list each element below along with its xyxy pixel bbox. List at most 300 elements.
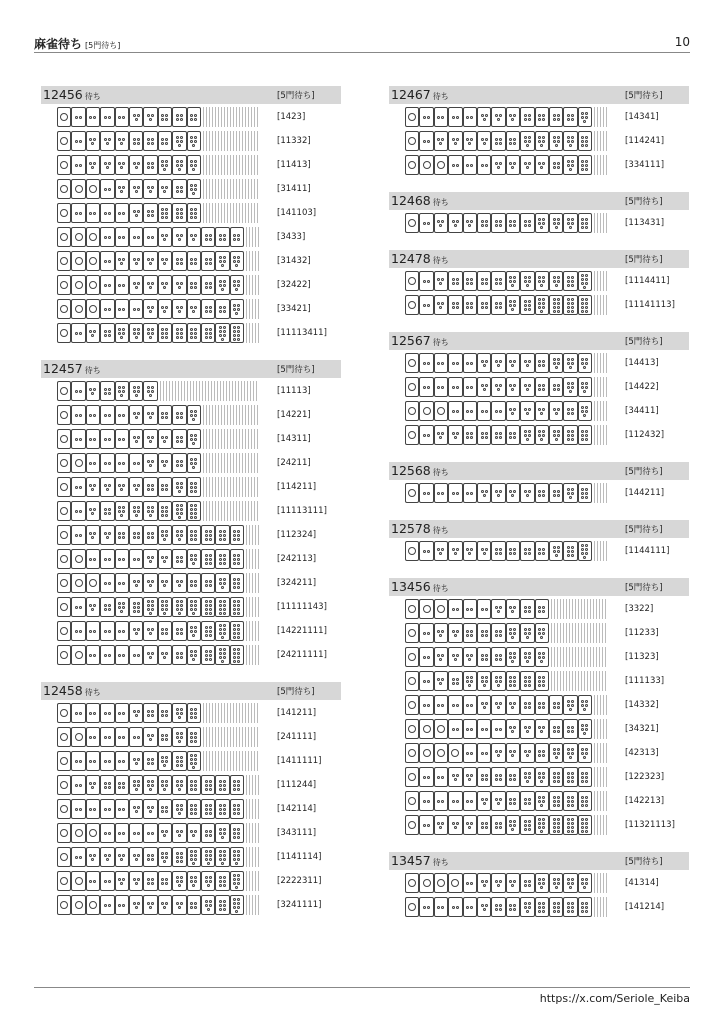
pin-dot	[553, 114, 556, 117]
pin-dot	[219, 788, 222, 791]
hand-row	[41, 405, 341, 426]
pin-tile-4	[143, 751, 157, 771]
pin-dot	[528, 610, 531, 613]
pin-dot	[108, 334, 111, 337]
pin-tile-6	[578, 791, 592, 811]
pin-dot	[235, 288, 238, 291]
pin-dot	[219, 876, 222, 879]
pin-dot	[553, 298, 556, 301]
pin-dot	[147, 710, 150, 713]
pin-tile-5	[563, 483, 577, 503]
pin-dot	[452, 800, 455, 803]
pin-dot	[427, 680, 430, 683]
pin-dot	[151, 758, 154, 761]
tile-strip	[57, 179, 259, 200]
pin-dot	[237, 554, 240, 557]
pin-dot	[147, 734, 150, 737]
pin-dot	[571, 752, 574, 755]
pin-dot	[147, 882, 150, 885]
pin-dot	[205, 880, 208, 883]
pin-dot	[147, 858, 150, 861]
pin-dot	[509, 408, 512, 411]
pin-dot	[513, 778, 516, 781]
pin-dot	[528, 680, 531, 683]
pin-dot	[542, 162, 545, 165]
pin-tile-4	[143, 703, 157, 723]
pin-dot	[190, 516, 193, 519]
pin-dot	[190, 554, 193, 557]
pin-dot	[219, 582, 222, 585]
section-number: 12467	[391, 87, 431, 102]
pin-dot	[133, 114, 136, 117]
pin-dot	[233, 636, 236, 639]
pin-tile-2	[419, 295, 433, 315]
empty-tile-space	[244, 227, 259, 247]
pin-dot	[194, 876, 197, 879]
pin-dot	[161, 164, 164, 167]
pin-tile-2	[491, 719, 505, 739]
pin-dot	[538, 434, 541, 437]
pin-dot	[456, 282, 459, 285]
section-name	[391, 579, 449, 594]
pin-dot	[233, 878, 236, 881]
pin-dot	[91, 608, 94, 611]
pin-dot	[553, 748, 556, 751]
pin-dot	[581, 140, 584, 143]
pin-dot	[557, 726, 560, 729]
pin-dot	[165, 258, 168, 261]
pin-dot	[161, 628, 164, 631]
pin-dot	[133, 610, 136, 613]
pin-dot	[538, 302, 541, 305]
pin-dot	[439, 142, 442, 145]
pin-dot	[585, 902, 588, 905]
tile-strip	[405, 295, 607, 316]
pin-dot	[456, 800, 459, 803]
pin-dot	[75, 901, 83, 909]
pin-dot	[108, 484, 111, 487]
pin-dot	[437, 800, 440, 803]
pin-tile-5	[215, 573, 229, 593]
pin-tile-6	[158, 203, 172, 223]
hand-code: [324211]	[277, 578, 317, 588]
pin-dot	[133, 510, 136, 513]
pin-dot	[176, 258, 179, 261]
hand-row	[389, 541, 689, 562]
pin-dot	[89, 330, 92, 333]
pin-dot	[151, 556, 154, 559]
pin-dot	[165, 878, 168, 881]
wait-section	[389, 852, 689, 918]
pin-tile-6	[215, 549, 229, 569]
pin-dot	[557, 166, 560, 169]
pin-dot	[75, 305, 83, 313]
hand-row	[41, 573, 341, 594]
pin-dot	[180, 160, 183, 163]
pin-dot	[233, 804, 236, 807]
pin-dot	[557, 822, 560, 825]
pin-dot	[237, 582, 240, 585]
pin-dot	[209, 554, 212, 557]
pin-dot	[483, 494, 486, 497]
pin-dot	[499, 220, 502, 223]
hand-row	[389, 791, 689, 812]
pin-dot	[165, 600, 168, 603]
pin-dot	[581, 306, 584, 309]
pin-dot	[553, 118, 556, 121]
pin-tile-3	[506, 377, 520, 397]
pin-dot	[466, 164, 469, 167]
pin-tile-1	[405, 767, 419, 787]
pin-dot	[513, 280, 516, 283]
pin-tile-3	[535, 401, 549, 421]
pin-tile-1	[405, 719, 419, 739]
pin-dot	[427, 550, 430, 553]
pin-dot	[437, 776, 440, 779]
pin-tile-5	[549, 425, 563, 445]
pin-dot	[180, 114, 183, 117]
pin-dot	[219, 234, 222, 237]
pin-dot	[526, 780, 529, 783]
pin-dot	[176, 482, 179, 485]
pin-tile-4	[535, 695, 549, 715]
pin-dot	[470, 138, 473, 141]
pin-dot	[237, 534, 240, 537]
pin-dot	[93, 508, 96, 511]
pin-dot	[509, 726, 512, 729]
hand-row	[41, 775, 341, 796]
pin-dot	[427, 776, 430, 779]
pin-tile-3	[187, 823, 201, 843]
pin-dot	[567, 434, 570, 437]
pin-dot	[75, 579, 83, 587]
pin-dot	[180, 736, 183, 739]
pin-dot	[567, 796, 570, 799]
pin-dot	[470, 882, 473, 885]
pin-dot	[581, 910, 584, 913]
pin-dot	[237, 604, 240, 607]
pin-dot	[209, 904, 212, 907]
pin-tile-4	[491, 295, 505, 315]
pin-dot	[151, 236, 154, 239]
pin-tile-1	[57, 131, 71, 151]
pin-dot	[524, 656, 527, 659]
pin-dot	[89, 281, 97, 289]
pin-dot	[571, 910, 574, 913]
pin-dot	[93, 330, 96, 333]
pin-dot	[190, 880, 193, 883]
empty-tile-space	[201, 703, 259, 723]
pin-dot	[466, 492, 469, 495]
section-name	[391, 521, 449, 536]
pin-dot	[439, 826, 442, 829]
pin-dot	[470, 906, 473, 909]
pin-tile-5	[563, 155, 577, 175]
pin-dot	[194, 732, 197, 735]
pin-dot	[585, 878, 588, 881]
pin-tile-6	[230, 799, 244, 819]
pin-dot	[133, 332, 136, 335]
pin-dot	[542, 902, 545, 905]
pin-dot	[581, 704, 584, 707]
pin-dot	[190, 328, 193, 331]
pin-dot	[194, 534, 197, 537]
pin-dot	[524, 750, 527, 753]
pin-tile-2	[115, 405, 129, 425]
pin-dot	[137, 602, 140, 605]
pin-tile-1	[57, 477, 71, 497]
pin-dot	[190, 708, 193, 711]
pin-dot	[135, 416, 138, 419]
pin-dot	[466, 608, 469, 611]
tile-strip	[405, 107, 607, 128]
pin-dot	[581, 544, 584, 547]
pin-dot	[553, 490, 556, 493]
pin-dot	[499, 658, 502, 661]
pin-dot	[528, 802, 531, 805]
pin-tile-2	[86, 549, 100, 569]
pin-dot	[237, 624, 240, 627]
pin-dot	[151, 652, 154, 655]
pin-dot	[441, 906, 444, 909]
pin-tile-1	[71, 727, 85, 747]
pin-dot	[79, 212, 82, 215]
pin-dot	[118, 654, 121, 657]
pin-dot	[408, 629, 416, 637]
pin-dot	[190, 184, 193, 187]
pin-dot	[513, 632, 516, 635]
pin-dot	[192, 862, 195, 865]
tile-strip	[405, 815, 607, 836]
pin-dot	[585, 700, 588, 703]
pin-dot	[180, 760, 183, 763]
pin-tile-2	[419, 815, 433, 835]
pin-dot	[408, 359, 416, 367]
pin-dot	[481, 676, 484, 679]
section-badge: [5門待ち]	[277, 365, 315, 375]
tile-strip	[57, 251, 259, 272]
pin-dot	[149, 336, 152, 339]
pin-dot	[581, 160, 584, 163]
pin-dot	[452, 548, 455, 551]
pin-dot	[93, 712, 96, 715]
pin-dot	[509, 628, 512, 631]
pin-dot	[122, 284, 125, 287]
pin-dot	[122, 462, 125, 465]
pin-dot	[557, 162, 560, 165]
pin-dot	[108, 808, 111, 811]
pin-dot	[147, 780, 150, 783]
footer-link[interactable]: https://x.com/Seriole_Keiba	[539, 992, 690, 1005]
pin-tile-4	[158, 405, 172, 425]
pin-dot	[221, 586, 224, 589]
pin-dot	[161, 534, 164, 537]
pin-dot	[485, 138, 488, 141]
pin-dot	[60, 507, 68, 515]
pin-dot	[151, 488, 154, 491]
pin-dot	[557, 302, 560, 305]
pin-dot	[104, 260, 107, 263]
pin-dot	[161, 328, 164, 331]
pin-dot	[542, 800, 545, 803]
pin-dot	[509, 908, 512, 911]
pin-dot	[553, 800, 556, 803]
pin-tile-7	[158, 597, 172, 617]
pin-dot	[135, 906, 138, 909]
pin-tile-4	[535, 541, 549, 561]
pin-dot	[581, 222, 584, 225]
pin-tile-6	[187, 703, 201, 723]
pin-tile-3	[477, 131, 491, 151]
pin-dot	[567, 218, 570, 221]
pin-dot	[194, 508, 197, 511]
section-name	[43, 87, 101, 102]
pin-tile-2	[115, 621, 129, 641]
pin-tile-3	[535, 719, 549, 739]
pin-dot	[509, 114, 512, 117]
pin-tile-3	[86, 155, 100, 175]
pin-dot	[511, 660, 514, 663]
pin-dot	[571, 882, 574, 885]
pin-dot	[237, 652, 240, 655]
pin-dot	[161, 780, 164, 783]
tile-strip	[405, 271, 607, 292]
pin-dot	[223, 334, 226, 337]
pin-tile-8	[230, 597, 244, 617]
pin-dot	[137, 902, 140, 905]
pin-dot	[452, 682, 455, 685]
pin-dot	[151, 460, 154, 463]
pin-dot	[180, 808, 183, 811]
pin-dot	[233, 586, 236, 589]
pin-tile-2	[129, 299, 143, 319]
pin-dot	[194, 858, 197, 861]
pin-dot	[75, 510, 78, 513]
tile-strip	[57, 299, 259, 320]
pin-dot	[237, 784, 240, 787]
hand-code: [112432]	[625, 430, 665, 440]
pin-dot	[495, 138, 498, 141]
pin-dot	[466, 630, 469, 633]
pin-tile-1	[57, 381, 71, 401]
pin-dot	[423, 222, 426, 225]
pin-dot	[542, 494, 545, 497]
pin-dot	[104, 334, 107, 337]
pin-dot	[151, 832, 154, 835]
pin-dot	[190, 754, 193, 757]
pin-dot	[542, 408, 545, 411]
pin-dot	[571, 160, 574, 163]
pin-dot	[466, 676, 469, 679]
pin-tile-4	[115, 775, 129, 795]
pin-dot	[452, 410, 455, 413]
pin-tile-2	[71, 203, 85, 223]
hand-row	[41, 871, 341, 892]
pin-dot	[408, 821, 416, 829]
empty-tile-space	[592, 483, 607, 503]
pin-dot	[137, 412, 140, 415]
hand-code: [32422]	[277, 280, 311, 290]
pin-dot	[540, 310, 543, 313]
pin-dot	[569, 144, 572, 147]
tile-strip	[57, 381, 259, 402]
pin-dot	[509, 702, 512, 705]
pin-dot	[524, 118, 527, 121]
pin-dot	[176, 262, 179, 265]
pin-tile-4	[143, 525, 157, 545]
pin-dot	[205, 658, 208, 661]
pin-tile-3	[100, 847, 114, 867]
pin-dot	[190, 216, 193, 219]
pin-dot	[538, 364, 541, 367]
pin-tile-4	[506, 131, 520, 151]
tile-strip	[57, 799, 259, 820]
pin-dot	[79, 164, 82, 167]
tile-strip	[57, 895, 259, 916]
empty-tile-space	[592, 743, 607, 763]
pin-dot	[194, 630, 197, 633]
pin-dot	[437, 906, 440, 909]
pin-dot	[233, 284, 236, 287]
pin-dot	[108, 608, 111, 611]
pin-dot	[223, 260, 226, 263]
pin-dot	[205, 850, 208, 853]
pin-tile-4	[187, 275, 201, 295]
pin-tile-2	[448, 155, 462, 175]
pin-tile-2	[419, 767, 433, 787]
pin-dot	[147, 214, 150, 217]
pin-dot	[585, 492, 588, 495]
pin-dot	[137, 258, 140, 261]
tile-strip	[405, 719, 607, 740]
pin-tile-5	[129, 775, 143, 795]
pin-dot	[151, 714, 154, 717]
hand-code: [144211]	[625, 488, 665, 498]
pin-tile-1	[434, 599, 448, 619]
pin-dot	[513, 726, 516, 729]
pin-dot	[151, 600, 154, 603]
pin-dot	[209, 604, 212, 607]
pin-dot	[483, 884, 486, 887]
pin-dot	[233, 898, 236, 901]
pin-dot	[513, 774, 516, 777]
pin-tile-2	[129, 453, 143, 473]
pin-dot	[118, 712, 121, 715]
pin-dot	[495, 728, 498, 731]
pin-dot	[209, 626, 212, 629]
pin-tile-4	[172, 251, 186, 271]
pin-dot	[452, 386, 455, 389]
pin-dot	[75, 459, 83, 467]
pin-dot	[60, 781, 68, 789]
pin-dot	[176, 756, 179, 759]
pin-dot	[553, 280, 556, 283]
pin-tile-5	[477, 671, 491, 691]
pin-dot	[180, 628, 183, 631]
pin-tile-4	[172, 621, 186, 641]
pin-tile-3	[129, 107, 143, 127]
empty-tile-space	[592, 213, 607, 233]
pin-dot	[118, 212, 121, 215]
pin-dot	[499, 654, 502, 657]
pin-dot	[524, 798, 527, 801]
pin-dot	[192, 658, 195, 661]
pin-dot	[452, 278, 455, 281]
pin-dot	[237, 330, 240, 333]
pin-dot	[481, 826, 484, 829]
pin-dot	[538, 726, 541, 729]
tile-strip	[57, 645, 259, 666]
